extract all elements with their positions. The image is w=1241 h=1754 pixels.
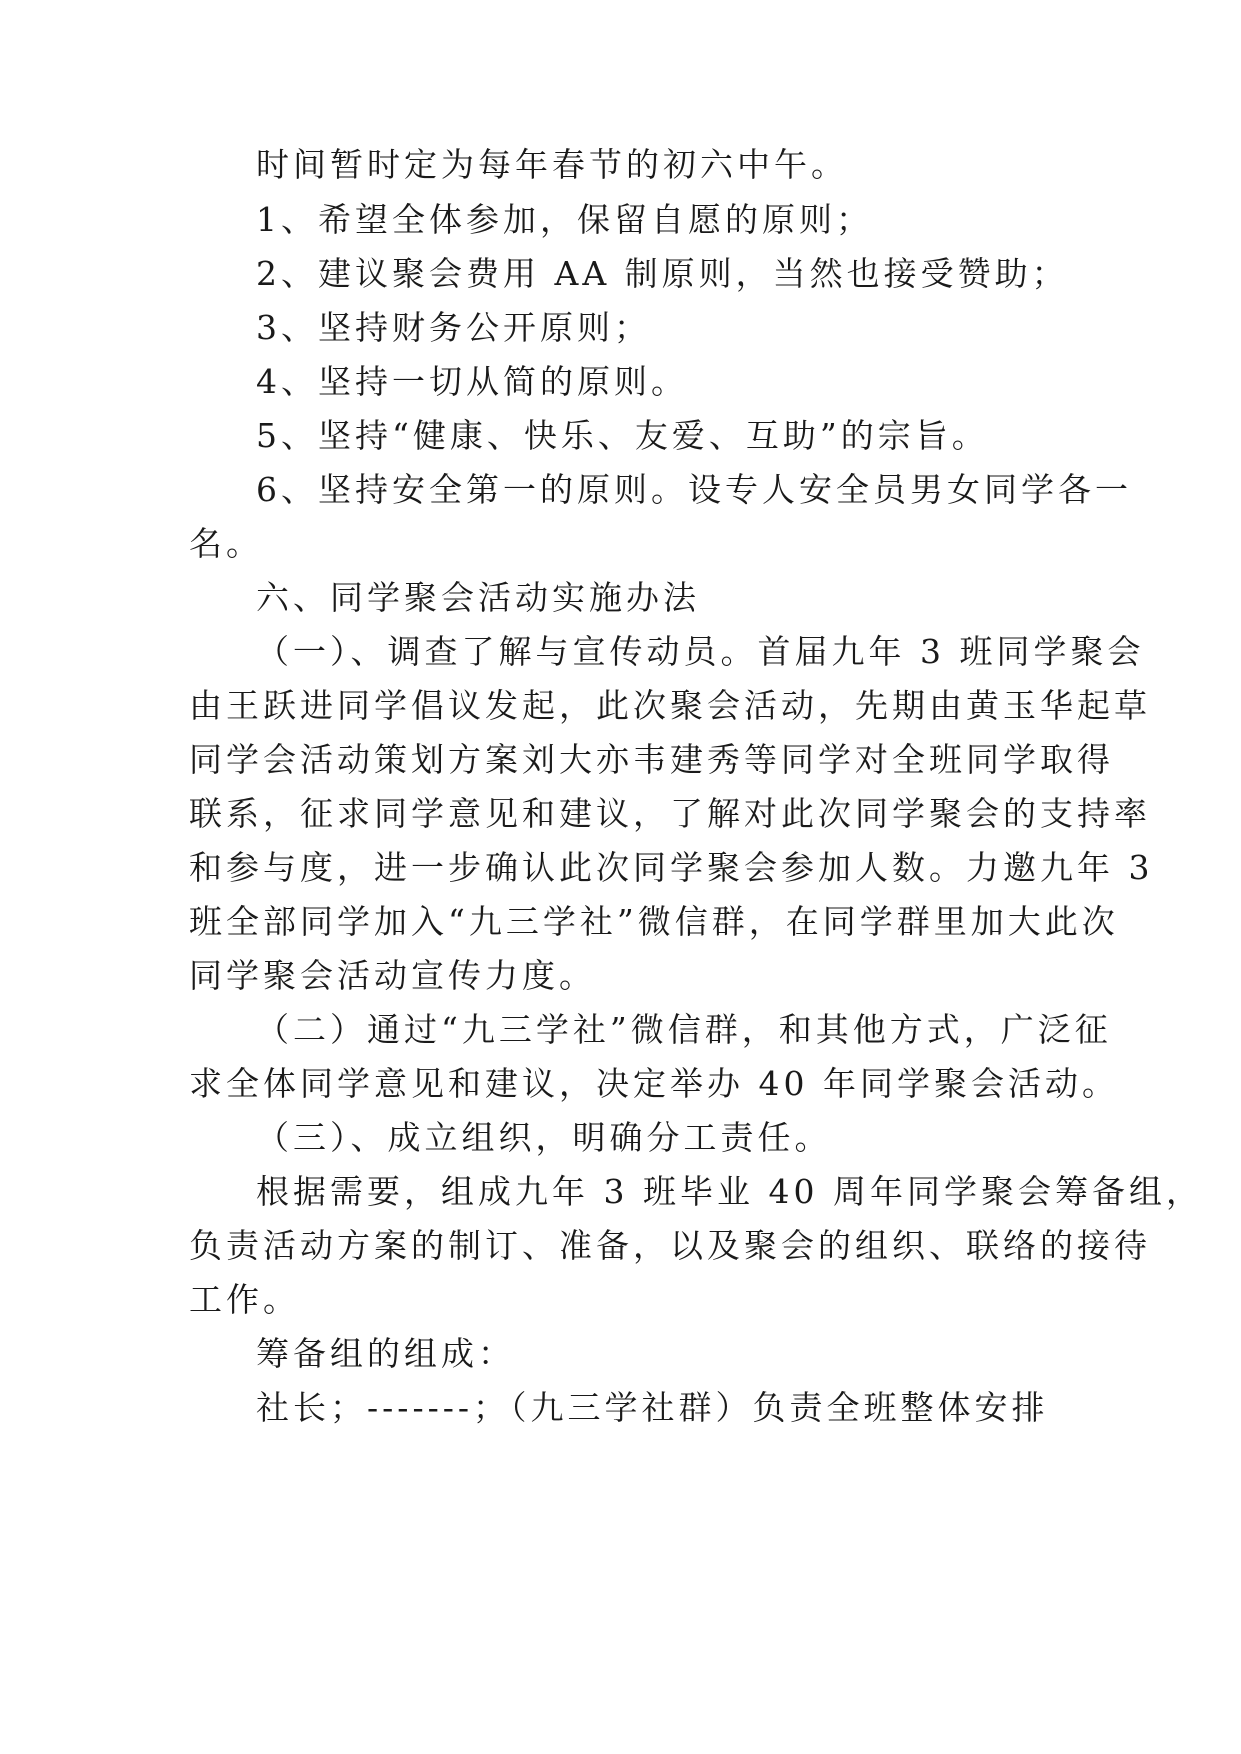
paragraph-line: 由王跃进同学倡议发起，此次聚会活动，先期由黄玉华起草 [189,686,1151,725]
paragraph-line: 和参与度，进一步确认此次同学聚会参加人数。力邀九年 3 [189,848,1154,887]
paragraph-line: 工作。 [189,1280,300,1319]
paragraph-line: 求全体同学意见和建议，决定举办 40 年同学聚会活动。 [189,1064,1119,1103]
list-item: 4、坚持一切从简的原则。 [256,362,688,401]
list-item: 2、建议聚会费用 AA 制原则，当然也接受赞助； [256,254,1069,293]
paragraph-line: 联系，征求同学意见和建议，了解对此次同学聚会的支持率 [189,794,1151,833]
paragraph-line: 筹备组的组成： [256,1334,515,1373]
list-item: 3、坚持财务公开原则； [256,308,651,347]
paragraph-line: 负责活动方案的制订、准备，以及聚会的组织、联络的接待 [189,1226,1151,1265]
list-item: 5、坚持“健康、快乐、友爱、互助”的宗旨。 [256,416,989,455]
list-item: 6、坚持安全第一的原则。设专人安全员男女同学各一 [256,470,1132,509]
paragraph-line: （三）、成立组织，明确分工责任。 [256,1118,832,1157]
paragraph-line: 同学会活动策划方案刘大亦韦建秀等同学对全班同学取得 [189,740,1114,779]
section-heading: 六、同学聚会活动实施办法 [256,578,700,617]
paragraph-line: 根据需要，组成九年 3 班毕业 40 周年同学聚会筹备组， [256,1172,1203,1211]
list-item: 1、希望全体参加，保留自愿的原则； [256,200,873,239]
paragraph-line: 名。 [189,524,263,563]
paragraph-line: 社长；-------；（九三学社群）负责全班整体安排 [256,1388,1049,1427]
paragraph-line: 时间暂时定为每年春节的初六中午。 [256,145,848,184]
paragraph-line: （一）、调查了解与宣传动员。首届九年 3 班同学聚会 [256,632,1145,671]
paragraph-line: 同学聚会活动宣传力度。 [189,956,596,995]
paragraph-line: （二）通过“九三学社”微信群，和其他方式，广泛征 [256,1010,1112,1049]
paragraph-line: 班全部同学加入“九三学社”微信群，在同学群里加大此次 [189,902,1119,941]
